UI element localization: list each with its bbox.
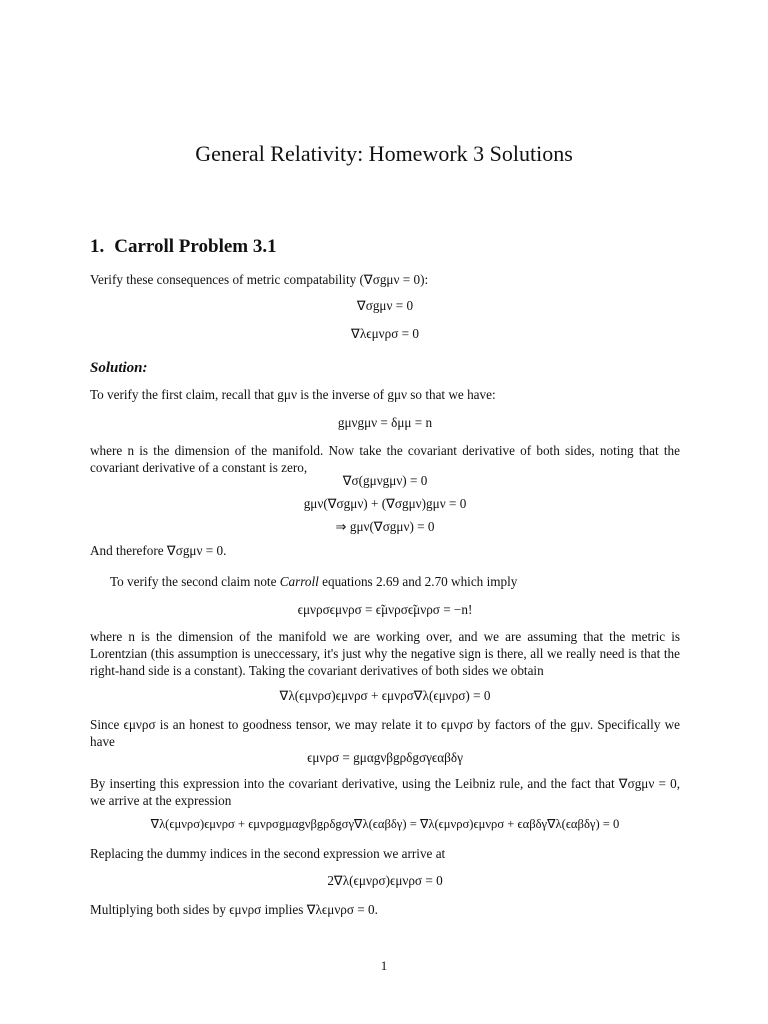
- equation-8: ∇λ(ϵμνρσ)ϵμνρσ + ϵμνρσ∇λ(ϵμνρσ) = 0: [279, 688, 491, 703]
- equation-10: ∇λ(ϵμνρσ)ϵμνρσ + ϵμνρσgμαgνβgρδgσγ∇λ(ϵαβδγ) = ∇λ(ϵμνρσ)ϵμνρσ + ϵαβδγ∇λ(ϵαβδγ) = 0: [150, 817, 620, 831]
- equation-7: ϵμνρσϵμνρσ = ϵ̃μνρσϵ̃μνρσ = −n!: [297, 602, 473, 617]
- solution-paragraph-9: Multiplying both sides by ϵμνρσ implies ∇λϵμνρσ = 0.: [90, 902, 378, 917]
- paragraph-4-tail: equations 2.69 and 2.70 which imply: [318, 574, 518, 589]
- section-title: Carroll Problem 3.1: [114, 236, 277, 257]
- solution-paragraph-3: And therefore ∇σgμν = 0.: [90, 543, 227, 558]
- equation-5: gμν(∇σgμν) + (∇σgμν)gμν = 0: [303, 496, 467, 511]
- solution-paragraph-6: Since ϵμνρσ is an honest to goodness tensor, we may relate it to ϵμνρσ by factors of the gμν. Specifically we have: [90, 717, 680, 749]
- page-number: 1: [380, 958, 388, 973]
- equation-2: ∇λϵμνρσ = 0: [351, 326, 419, 341]
- section-number: 1.: [90, 236, 105, 257]
- equation-11: 2∇λ(ϵμνρσ)ϵμνρσ = 0: [327, 873, 443, 888]
- solution-paragraph-2: where n is the dimension of the manifold. Now take the covariant derivative of both sides, noting that the covariant derivative of a constant is zero,: [90, 443, 680, 475]
- equation-6: ⇒ gμν(∇σgμν) = 0: [335, 519, 435, 534]
- equation-4: ∇σ(gμνgμν) = 0: [342, 473, 428, 488]
- solution-paragraph-5: where n is the dimension of the manifold we are working over, and we are assuming that the metric is Lorentzian (this assumption is uneccessary, it's just why the negative sign is there, all we really need is that the right-hand side is a constant). Taking the covariant derivatives of both sides we obtain: [90, 629, 680, 678]
- solution-paragraph-1: To verify the first claim, recall that gμν is the inverse of gμν so that we have:: [90, 387, 496, 402]
- solution-paragraph-7: By inserting this expression into the covariant derivative, using the Leibniz rule, and the fact that ∇σgμν = 0, we arrive at the expression: [90, 776, 680, 808]
- carroll-reference: Carroll: [279, 574, 319, 589]
- equation-3: gμνgμν = δμμ = n: [337, 415, 433, 430]
- solution-heading: Solution:: [90, 360, 148, 376]
- equation-1: ∇σgμν = 0: [356, 298, 414, 313]
- solution-paragraph-4: [110, 573, 680, 590]
- page-title: General Relativity: Homework 3 Solutions: [195, 141, 573, 166]
- paragraph-4-lead: To verify the second claim note: [110, 574, 280, 589]
- solution-paragraph-8: Replacing the dummy indices in the second expression we arrive at: [90, 846, 446, 861]
- equation-9: ϵμνρσ = gμαgνβgρδgσγϵαβδγ: [307, 750, 463, 765]
- section-heading: [90, 236, 277, 258]
- problem-statement: Verify these consequences of metric compatability (∇σgμν = 0):: [90, 272, 429, 287]
